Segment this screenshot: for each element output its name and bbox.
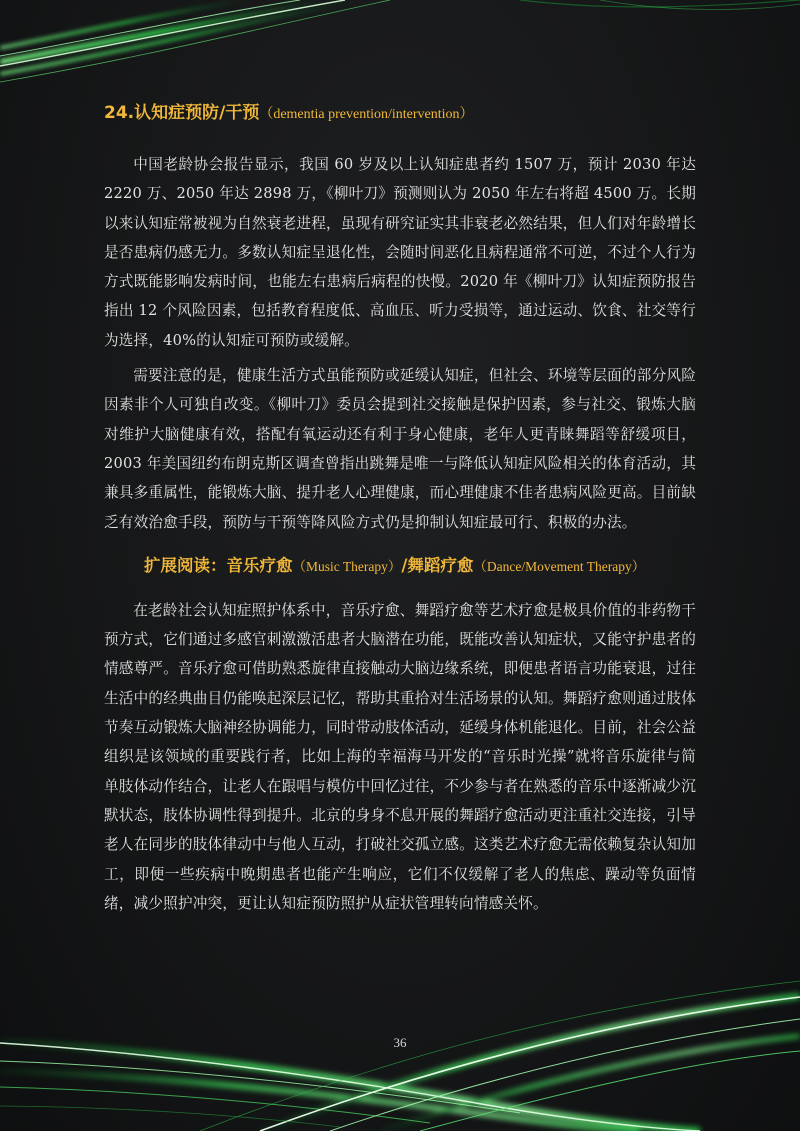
page-content [104,100,696,918]
section-title: 24.认知症预防/干预 [104,103,260,123]
extended-reading-label: 扩展阅读： [144,555,227,575]
dance-therapy-title: 舞蹈疗愈 [407,555,474,575]
music-therapy-english: （Music Therapy） [292,558,402,574]
extended-reading-paragraph: 在老龄社会认知症照护体系中，音乐疗愈、舞蹈疗愈等艺术疗愈是极具价值的非药物干预方式，它们通过多感官刺激激活患者大脑潜在功能，既能改善认知症状，又能守护患者的情感尊严。音乐疗愈可借助熟悉旋律直接触动大脑边缘系统，即便患者语言功能衰退，过往生活中的经典曲目仍能唤起深层记忆，帮助其重拾对生活场景的认知。舞蹈疗愈则通过肢体节奏互动锻炼大脑神经协调能力，同时带动肢体活动，延缓身体机能退化。目前，社会公益组织是该领域的重要践行者，比如上海的幸福海马开发的“音乐时光操”就将音乐旋律与简单肢体动作结合，让老人在跟唱与模仿中回忆过往，不少参与者在熟悉的音乐中逐渐减少沉默状态，肢体协调性得到提升。北京的身身不息开展的舞蹈疗愈活动更注重社交连接，引导老人在同步的肢体律动中与他人互动，打破社交孤立感。这类艺术疗愈无需依赖复杂认知加工，即便一些疾病中晚期患者也能产生响应，它们不仅缓解了老人的焦虑、躁动等负面情绪，减少照护冲突，更让认知症预防照护从症状管理转向情感关怀。 [104,601,696,912]
page-number: 36 [393,1035,407,1050]
section-heading [104,100,696,128]
extended-reading-heading [144,553,696,580]
heading-separator: / [401,555,408,575]
music-therapy-title: 音乐疗愈 [226,555,293,575]
bottom-green-streaks-decoration [0,901,800,1131]
section-title-english: （dementia prevention/intervention） [259,107,474,122]
top-green-streaks-decoration [0,0,800,90]
body-paragraph-2: 需要注意的是，健康生活方式虽能预防或延缓认知症，但社会、环境等层面的部分风险因素非个人可独自改变。《柳叶刀》委员会提到社交接触是保护因素，参与社交、锻炼大脑对维护大脑健康有效，搭配有氧运动还有利于身心健康，老年人更青睐舞蹈等舒缓项目，2003 年美国纽约布朗克斯区调查曾指出跳舞是唯一与降低认知症风险相关的体育活动，其兼具多重属性，能锻炼大脑、提升老人心理健康，而心理健康不佳者患病风险更高。目前缺乏有效治愈手段，预防与干预等降风险方式仍是抑制认知症最可行、积极的办法。 [104,367,696,531]
dance-therapy-english: （Dance/Movement Therapy） [473,558,646,574]
body-paragraph-1: 中国老龄协会报告显示，我国 60 岁及以上认知症患者约 1507 万，预计 2030 年达 2220 万、2050 年达 2898 万，《柳叶刀》预测则认为 2050 年左右将超 4500 万。长期以来认知症常被视为自然衰老进程，虽现有研究证实其非衰老必然结果，但人们对年龄增长是否患病仍感无力。多数认知症呈退化性，会随时间恶化且病程通常不可逆，不过个人行为方式既能影响发病时间，也能左右患病后病程的快慢。2020 年《柳叶刀》认知症预防报告指出 12 个风险因素，包括教育程度低、高血压、听力受损等，通过运动、饮食、社交等行为选择，40%的认知症可预防或缓解。 [104,156,696,349]
